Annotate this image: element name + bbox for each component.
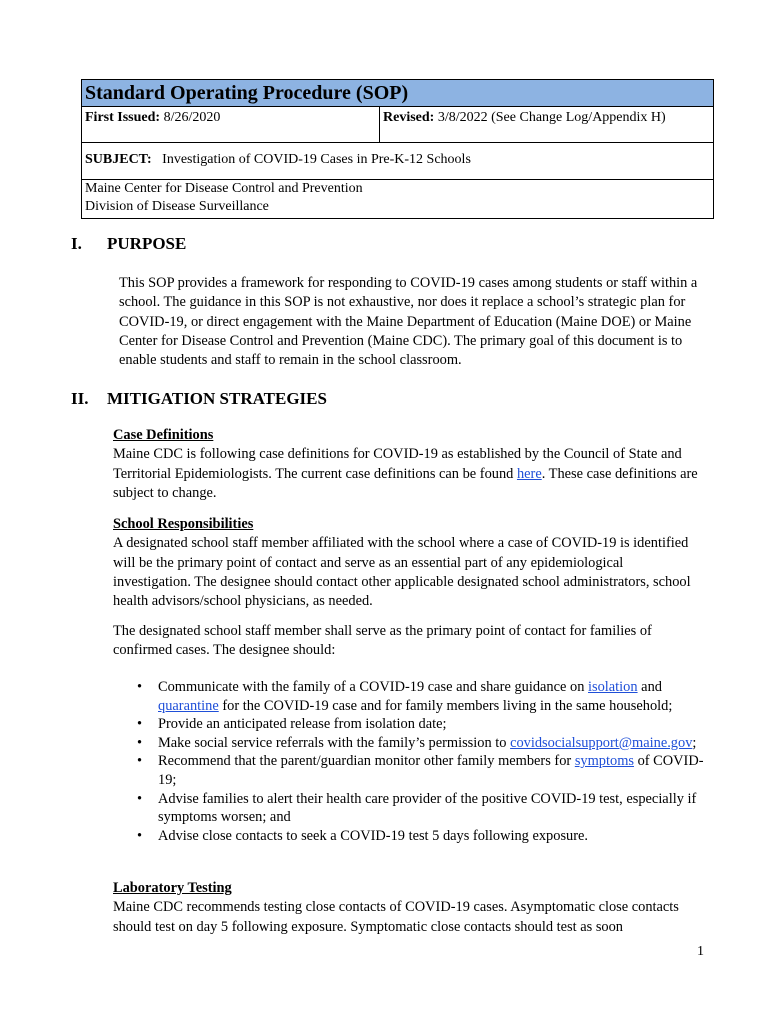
case-definitions-text: Maine CDC is following case definitions for COVID-19 as established by the Council of State and Territorial Epidemiologists. The current case definitions can be found	[113, 446, 682, 482]
designee-duties-list	[113, 678, 713, 845]
sop-title: Standard Operating Procedure (SOP)	[85, 82, 409, 104]
list-item	[113, 734, 713, 753]
list-item	[113, 678, 713, 715]
isolation-link[interactable]: isolation	[588, 679, 638, 695]
list-item	[113, 752, 713, 789]
laboratory-testing-text: Maine CDC recommends testing close contacts of COVID-19 cases. Asymptomatic close contacts should test on day 5 following exposure. Symptomatic close contacts should test as soon	[113, 899, 679, 935]
purpose-paragraph: This SOP provides a framework for responding to COVID-19 cases among students or staff within a school. The guidance in this SOP is not exhaustive, nor does it replace a school’s strategic plan for COVID-19, or direct engagement with the Maine Department of Education (Maine DOE) or Maine Center for Disease Control and Prevention (Maine CDC). The primary goal of this document is to enable students and staff to remain in the school classroom.	[119, 275, 698, 369]
bullet-icon: •	[137, 790, 143, 807]
bullet-icon: •	[137, 827, 143, 844]
bullet-icon: •	[137, 679, 143, 695]
list-item-text: of COVID-19;	[158, 753, 704, 788]
list-item	[113, 827, 713, 846]
school-responsibilities-text: A designated school staff member affiliated with the school where a case of COVID-19 is identified will be the primary point of contact and serve as an essential part of any epidemiological investigation. The designee should contact other applicable designated school administrators, school health advisors/school physicians, as needed.	[113, 535, 691, 610]
list-item-text: ;	[692, 734, 697, 751]
list-item-text: Make social service referrals with the family’s permission to	[158, 734, 511, 751]
case-definitions-link[interactable]: here	[516, 465, 542, 482]
bullet-icon: •	[137, 753, 143, 770]
section-title: PURPOSE	[107, 234, 187, 253]
school-responsibilities-heading: School Responsibilities	[113, 516, 254, 532]
school-responsibilities-block	[113, 515, 703, 611]
first-issued-value: 8/26/2020	[163, 110, 221, 125]
list-item-text: Communicate with the family of a COVID-19 case and share guidance on	[158, 679, 588, 695]
symptoms-link[interactable]: symptoms	[574, 753, 634, 770]
list-item-text: Advise close contacts to seek a COVID-19 test 5 days following exposure.	[158, 827, 589, 844]
list-item-text: Advise families to alert their health care provider of the positive COVID-19 test, especially if symptoms worsen; and	[158, 790, 697, 826]
division-name: Division of Disease Surveillance	[85, 199, 269, 214]
list-item-text: Recommend that the parent/guardian monitor other family members for	[158, 753, 575, 770]
subject-cell	[82, 143, 714, 180]
bullet-icon: •	[137, 734, 143, 751]
revised-value: 3/8/2022 (See Change Log/Appendix H)	[437, 110, 666, 125]
sop-title-cell	[82, 80, 714, 107]
designee-intro-paragraph: The designated school staff member shall serve as the primary point of contact for families of confirmed cases. The designee should:	[113, 623, 652, 659]
revised-label: Revised:	[383, 110, 435, 125]
quarantine-link[interactable]: quarantine	[158, 697, 219, 714]
section-title: MITIGATION STRATEGIES	[107, 389, 327, 408]
organization-name: Maine Center for Disease Control and Prevention	[85, 181, 363, 196]
sop-header-table	[81, 79, 714, 219]
list-item-text: and	[637, 679, 662, 695]
section-number: I.	[71, 234, 82, 253]
subject-value: Investigation of COVID-19 Cases in Pre-K-12 Schools	[162, 152, 471, 167]
list-item	[113, 715, 713, 734]
laboratory-testing-block	[113, 879, 709, 937]
case-definitions-text-end: . These case definitions are subject to change.	[113, 465, 698, 501]
revised-cell	[380, 107, 714, 143]
list-item	[113, 790, 713, 827]
social-support-email-link[interactable]: covidsocialsupport@maine.gov	[510, 734, 693, 751]
list-item-text: for the COVID-19 case and for family members living in the same household;	[218, 697, 673, 714]
section-number: II.	[71, 389, 89, 408]
page-number: 1	[697, 944, 704, 959]
list-item-text: Provide an anticipated release from isolation date;	[158, 716, 447, 733]
case-definitions-block	[113, 426, 703, 503]
organization-cell	[82, 180, 714, 219]
subject-label: SUBJECT:	[85, 152, 152, 167]
bullet-icon: •	[137, 716, 143, 733]
first-issued-cell	[82, 107, 380, 143]
first-issued-label: First Issued:	[85, 110, 161, 125]
laboratory-testing-heading: Laboratory Testing	[113, 880, 232, 896]
case-definitions-heading: Case Definitions	[113, 427, 214, 443]
